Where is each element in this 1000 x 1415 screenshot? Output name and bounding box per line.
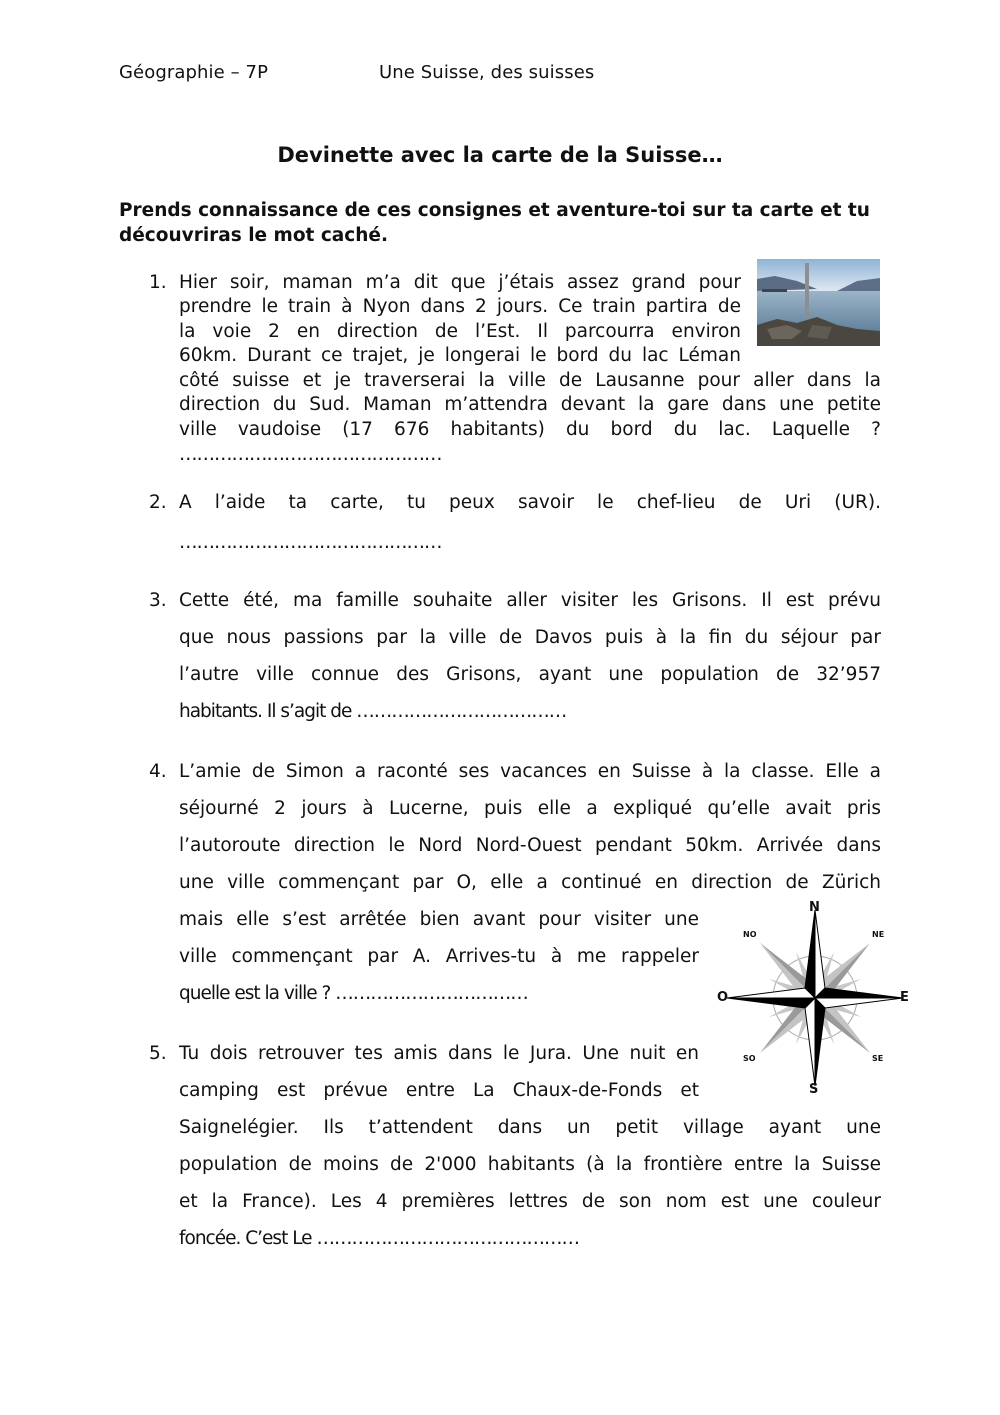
question-line: 60km. Durant ce trajet, je longerai le bord du lac Léman	[179, 345, 741, 366]
question-line: prendre le train à Nyon dans 2 jours. Ce train partira de	[179, 296, 741, 317]
page-title: Devinette avec la carte de la Suisse…	[277, 143, 723, 167]
question-line: Cette été, ma famille souhaite aller visiter les Grisons. Il est prévu	[179, 590, 881, 611]
question-number: 4.	[149, 761, 167, 782]
subject-label: Géographie – 7P	[119, 62, 269, 83]
question-line: la voie 2 en direction de l’Est. Il parcourra environ	[179, 321, 741, 342]
question-number: 1.	[149, 272, 167, 293]
lake-fork-photo	[757, 259, 880, 346]
instructions: Prends connaissance de ces consignes et aventure-toi sur ta carte et tu découvriras le mot caché.	[119, 200, 870, 246]
question-number: 2.	[149, 492, 167, 513]
compass-label-n: N	[809, 900, 820, 915]
question-number: 5.	[149, 1043, 167, 1064]
answer-blank[interactable]: ………………………………………	[179, 532, 442, 553]
question-line: et la France). Les 4 premières lettres de son nom est une couleur	[179, 1191, 881, 1212]
question-line: ville vaudoise (17 676 habitants) du bord du lac. Laquelle ?	[179, 419, 881, 440]
question-line: population de moins de 2'000 habitants (à la frontière entre la Suisse	[179, 1154, 881, 1175]
compass-label-so: SO	[743, 1054, 756, 1063]
unit-label: Une Suisse, des suisses	[379, 62, 595, 83]
question-line: Tu dois retrouver tes amis dans le Jura. Une nuit en	[179, 1043, 699, 1064]
question-line: Hier soir, maman m’a dit que j’étais assez grand pour	[179, 272, 741, 293]
question-line: que nous passions par la ville de Davos puis à la fin du séjour par	[179, 627, 881, 648]
question-line-with-blank[interactable]: quelle est la ville ? ……………………………	[179, 983, 528, 1004]
compass-label-e: E	[900, 990, 909, 1005]
question-line: direction du Sud. Maman m’attendra devant la gare dans une petite	[179, 394, 881, 415]
question-line: ville commençant par A. Arrives-tu à me rappeler	[179, 946, 699, 967]
compass-label-no: NO	[743, 930, 757, 939]
question-line: Saignelégier. Ils t’attendent dans un petit village ayant une	[179, 1117, 881, 1138]
compass-label-ne: NE	[872, 930, 885, 939]
compass-label-s: S	[809, 1082, 819, 1097]
compass-label-se: SE	[872, 1054, 884, 1063]
question-line: mais elle s’est arrêtée bien avant pour visiter une	[179, 909, 699, 930]
question-line: l’autoroute direction le Nord Nord-Ouest pendant 50km. Arrivée dans	[179, 835, 881, 856]
question-number: 3.	[149, 590, 167, 611]
question-line: A l’aide ta carte, tu peux savoir le chef-lieu de Uri (UR).	[179, 492, 881, 513]
question-line: une ville commençant par O, elle a continué en direction de Zürich	[179, 872, 881, 893]
question-line: L’amie de Simon a raconté ses vacances en Suisse à la classe. Elle a	[179, 761, 881, 782]
question-line: côté suisse et je traverserai la ville de Lausanne pour aller dans la	[179, 370, 881, 391]
question-line: l’autre ville connue des Grisons, ayant une population de 32’957	[179, 664, 881, 685]
answer-blank[interactable]: ………………………………………	[179, 444, 442, 465]
question-line: camping est prévue entre La Chaux-de-Fonds et	[179, 1080, 699, 1101]
compass-rose-icon	[712, 898, 912, 1098]
question-line: séjourné 2 jours à Lucerne, puis elle a expliqué qu’elle avait pris	[179, 798, 881, 819]
compass-label-o: O	[717, 990, 729, 1005]
question-line-with-blank[interactable]: habitants. Il s’agit de ………………………………	[179, 701, 567, 722]
question-line-with-blank[interactable]: foncée. C’est Le ………………………………………	[179, 1228, 579, 1249]
